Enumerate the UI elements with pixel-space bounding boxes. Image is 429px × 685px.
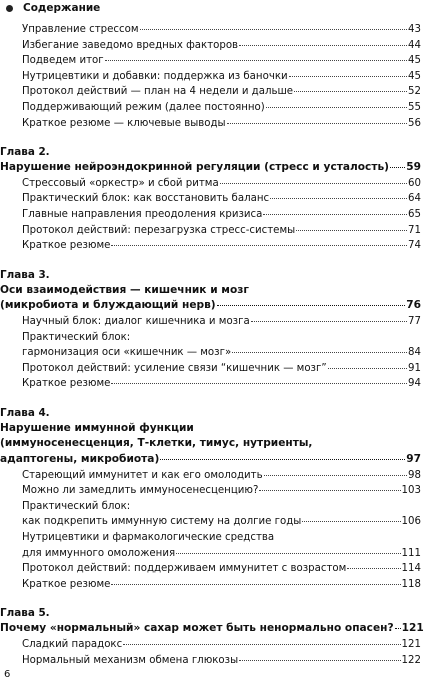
toc-entry-title: Краткое резюме: [22, 578, 111, 590]
toc-entry: [0, 100, 429, 116]
dot-leader: [111, 584, 400, 585]
toc-entry-page: 74: [408, 240, 421, 252]
toc-entry-title: как подкрепить иммунную систему на долгие годы: [22, 516, 302, 528]
toc-entry-page: 71: [408, 224, 421, 236]
toc-entry: [0, 345, 429, 361]
page-number: 6: [4, 669, 11, 680]
dot-leader: [220, 183, 407, 184]
toc-entry: [0, 653, 429, 669]
toc-entry-page: 64: [408, 193, 421, 205]
toc-entry: [0, 69, 429, 85]
dot-leader: [239, 45, 407, 46]
toc-entry-title: Научный блок: диалог кишечника и мозга: [22, 315, 250, 327]
running-header: [6, 1, 100, 15]
toc-entry: [0, 238, 429, 254]
toc-entry-title: Краткое резюме: [22, 378, 111, 390]
toc-entry-page: 118: [401, 578, 421, 590]
dot-leader: [289, 76, 407, 77]
toc-entry: [0, 376, 429, 392]
chapter-title-row: [0, 452, 429, 468]
toc-entry: [0, 546, 429, 562]
chapter-title: (микробиота и блуждающий нерв): [0, 299, 216, 312]
dot-leader: [111, 245, 407, 246]
toc-entry: [0, 191, 429, 207]
header-title: Содержание: [23, 2, 101, 14]
toc-entry-page: 55: [408, 101, 421, 113]
toc-entry-title: Нутрицевтики и добавки: поддержка из баночки: [22, 70, 288, 82]
toc-entry-title: Стрессовый «оркестр» и сбой ритма: [22, 177, 219, 189]
chapter-title-row: [0, 298, 429, 314]
toc-entry-title: Избегание заведомо вредных факторов: [22, 39, 239, 51]
dot-leader: [160, 459, 405, 460]
toc-entry-page: 52: [408, 86, 421, 98]
toc-entry: [0, 84, 429, 100]
chapter-block: [0, 606, 429, 668]
dot-leader: [239, 660, 400, 661]
toc-entry: [0, 223, 429, 239]
toc-entry-page: 77: [408, 315, 421, 327]
toc-entry-title: Практический блок:: [22, 331, 131, 343]
table-of-contents: [0, 22, 429, 668]
toc-entry-title: Протокол действий — план на 4 недели и дальше: [22, 86, 294, 98]
dot-leader: [251, 321, 407, 322]
chapter-page: 97: [406, 453, 421, 466]
chapter-title: Нарушение нейроэндокринной регуляции (стресс и усталость): [0, 161, 390, 174]
toc-entry: [0, 22, 429, 38]
chapter-title: адаптогены, микробиота): [0, 453, 160, 466]
toc-entry-title: для иммунного омоложения: [22, 547, 176, 559]
toc-entry-page: 45: [408, 70, 421, 82]
toc-entry-page: 60: [408, 177, 421, 189]
chapter-block: [0, 406, 429, 593]
toc-entry-title: Главные направления преодоления кризиса: [22, 208, 263, 220]
dot-leader: [296, 230, 407, 231]
toc-entry: [0, 637, 429, 653]
dot-leader: [395, 628, 401, 629]
toc-entry-page: 122: [401, 654, 421, 666]
toc-entry: [0, 314, 429, 330]
toc-entry-title: Подведем итог: [22, 55, 104, 67]
toc-entry: [0, 499, 429, 515]
toc-entry-title: Практический блок: как восстановить баланс: [22, 193, 270, 205]
toc-entry: [0, 577, 429, 593]
toc-entry: [0, 53, 429, 69]
chapter-title: Почему «нормальный» сахар может быть ненормально опасен?: [0, 622, 394, 635]
toc-entry-title: Стареющий иммунитет и как его омолодить: [22, 469, 263, 481]
dot-leader: [294, 91, 407, 92]
toc-entry: [0, 468, 429, 484]
toc-entry-title: гармонизация оси «кишечник — мозг»: [22, 347, 232, 359]
chapter-page: 121: [401, 622, 424, 635]
toc-entry: [0, 361, 429, 377]
dot-leader: [263, 214, 407, 215]
toc-entry: [0, 330, 429, 346]
toc-entry: [0, 561, 429, 577]
toc-entry-page: 114: [401, 563, 421, 575]
dot-leader: [232, 352, 407, 353]
toc-entry-page: 65: [408, 208, 421, 220]
toc-entry-title: Практический блок:: [22, 500, 131, 512]
chapter-block: [0, 145, 429, 254]
dot-leader: [266, 107, 407, 108]
toc-entry-title: Протокол действий: перезагрузка стресс-системы: [22, 224, 296, 236]
dot-leader: [176, 553, 400, 554]
dot-leader: [123, 644, 400, 645]
dot-leader: [270, 198, 407, 199]
chapter-block: [0, 268, 429, 392]
chapter-label: Глава 5.: [0, 607, 50, 620]
toc-entry-title: Протокол действий: поддерживаем иммунитет с возрастом: [22, 563, 347, 575]
dot-leader: [105, 60, 407, 61]
chapter-title-line: Оси взаимодействия — кишечник и мозг: [0, 283, 249, 296]
toc-entry-title: Поддерживающий режим (далее постоянно): [22, 101, 265, 113]
dot-leader: [140, 29, 407, 30]
toc-entry-page: 121: [401, 639, 421, 650]
toc-entry-page: 103: [401, 485, 421, 497]
chapter-title-line: (иммуносенесценция, Т-клетки, тимус, нутриенты,: [0, 437, 313, 450]
dot-leader: [259, 490, 400, 491]
toc-entry-page: 98: [408, 469, 421, 481]
toc-entry-title: Нормальный механизм обмена глюкозы: [22, 654, 239, 666]
dot-leader: [264, 475, 407, 476]
toc-entry-page: 45: [408, 55, 421, 67]
toc-entry: [0, 207, 429, 223]
toc-entry: [0, 530, 429, 546]
dot-leader: [328, 368, 407, 369]
toc-entry-page: 106: [401, 516, 421, 528]
dot-leader: [302, 521, 400, 522]
toc-entry-title: Можно ли замедлить иммуносенесценцию?: [22, 485, 259, 497]
dot-leader: [347, 568, 400, 569]
toc-entry-page: 91: [408, 362, 421, 374]
bullet-icon: [6, 5, 13, 12]
toc-entry-title: Нутрицевтики и фармакологические средства: [22, 532, 275, 544]
toc-entry-page: 111: [401, 547, 421, 559]
toc-entry-title: Сладкий парадокс: [22, 639, 123, 650]
chapter-page: 76: [406, 299, 421, 312]
toc-entry-page: 94: [408, 378, 421, 390]
toc-entry: [0, 116, 429, 132]
chapter-title-line: Нарушение иммунной функции: [0, 421, 194, 434]
toc-entry-title: Протокол действий: усиление связи “кишечник — мозг”: [22, 362, 327, 374]
toc-entry: [0, 176, 429, 192]
toc-entry-title: Краткое резюме: [22, 240, 111, 252]
toc-entry: [0, 514, 429, 530]
chapter-title-row: [0, 621, 429, 637]
dot-leader: [217, 305, 406, 306]
dot-leader: [227, 123, 407, 124]
chapter-title-row: [0, 160, 429, 176]
toc-entry-page: 44: [408, 39, 421, 51]
toc-entry: [0, 483, 429, 499]
chapter-page: 59: [406, 161, 421, 174]
chapter-label: Глава 2.: [0, 146, 50, 159]
toc-entry-title: Управление стрессом: [22, 24, 139, 35]
toc-entry: [0, 38, 429, 54]
chapter-label: Глава 4.: [0, 406, 50, 419]
chapter-label: Глава 3.: [0, 268, 50, 281]
dot-leader: [111, 383, 407, 384]
toc-entry-page: 56: [408, 117, 421, 129]
toc-entry-page: 43: [408, 24, 421, 35]
toc-entry-page: 84: [408, 347, 421, 359]
dot-leader: [390, 167, 405, 168]
toc-entry-title: Краткое резюме — ключевые выводы: [22, 117, 226, 129]
